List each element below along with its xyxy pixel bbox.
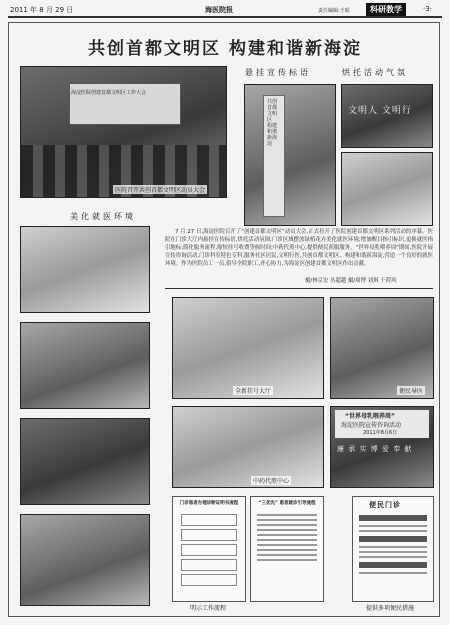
campaign-title: “世界母乳喂养周”	[345, 413, 395, 420]
campaign-subtitle: 海淀医院宣传咨询活动	[341, 422, 402, 429]
campaign-date: 2011年8月6日	[363, 430, 398, 436]
stamp-atmosphere: 烘托活动气氛	[342, 68, 408, 77]
article-rule	[165, 288, 433, 289]
section-badge: 科研教学	[366, 3, 406, 16]
article-byline: 摄/林京宏 丛超越 摄/周博 刘琪 千荷风	[305, 278, 397, 284]
building-banner: 共创首都文明区 构建和谐新海淀	[267, 99, 278, 147]
flowers-photo	[20, 226, 150, 313]
slogan-photo	[341, 84, 433, 148]
article-body: 7 月 27 日,海淀医院召开了“创建首都文明区”动员大会,正式拉开了医院创建首都文明区系列活动的序幕。医院在门诊大厅内悬挂宣传标语,烘托活动氛围;门诊区域摆放绿植花卉美化就医环境;增加醒目指引标识,更换就医指引地标;简化服务流程,缩短挂号收费等候时间;中药代煎中心,提供便民煎服服务。“世界母乳喂养周”期间,医院开展宣传咨询活动,门诊科室特色专科,服务社区居民,文明行医,共创首都文明区、构建和谐新海淀,营造一个良好的就医环境。作为医院员工一员,倡导全院职工,齐心协力,为海淀区创建首都文明区作出贡献。	[165, 229, 433, 267]
notice-board-photo	[20, 514, 150, 606]
stamp-posters: 悬挂宣传标语	[245, 68, 311, 77]
meeting-caption: 医院召开共创首都文明区动员大会	[115, 187, 206, 194]
lobby-slogan: 文明人 文明行	[348, 106, 412, 116]
building-photo	[244, 84, 336, 226]
meeting-banner: 海淀医院创建首都文明区工作大会	[71, 90, 147, 96]
header-date: 2011 年 8 月 29 日	[10, 6, 74, 14]
flow-poster	[172, 496, 246, 602]
corridor-photo	[330, 297, 434, 399]
campaign-photo	[330, 406, 434, 488]
clinic-caption: 提供多项便民措施	[366, 605, 415, 612]
desk-photo	[20, 418, 150, 505]
paper-name: 海医院报	[205, 6, 233, 14]
clinic-poster	[352, 496, 434, 602]
headline: 共创首都文明区 构建和谐新海淀	[88, 39, 362, 59]
service-photo	[172, 406, 324, 488]
meeting-photo	[20, 66, 227, 198]
guide-poster	[250, 496, 324, 602]
hallway-photo	[341, 152, 433, 226]
hall-words: 廉 承 实 博 爱 奉 献	[337, 445, 413, 453]
page-number: ·3·	[423, 5, 432, 13]
guide-poster-title: “三优先” 患者就诊引导流程	[258, 501, 316, 506]
header-rule	[8, 16, 442, 18]
window-photo	[20, 322, 150, 409]
corridor-caption: 便民导医	[399, 388, 424, 395]
lobby-photo	[172, 297, 324, 399]
flow-caption: 明示工作流程	[190, 605, 227, 612]
flow-poster-title: 门诊患者办理诊断证明书流程	[179, 501, 239, 506]
center-caption: 中药代煎中心	[253, 478, 290, 485]
editor-label: 责任编辑:王昭	[318, 8, 350, 14]
lobby-caption: 全新挂号大厅	[235, 388, 272, 395]
clinic-sign: 便民门诊	[369, 501, 401, 509]
stamp-environment: 美化就医环境	[70, 212, 136, 221]
